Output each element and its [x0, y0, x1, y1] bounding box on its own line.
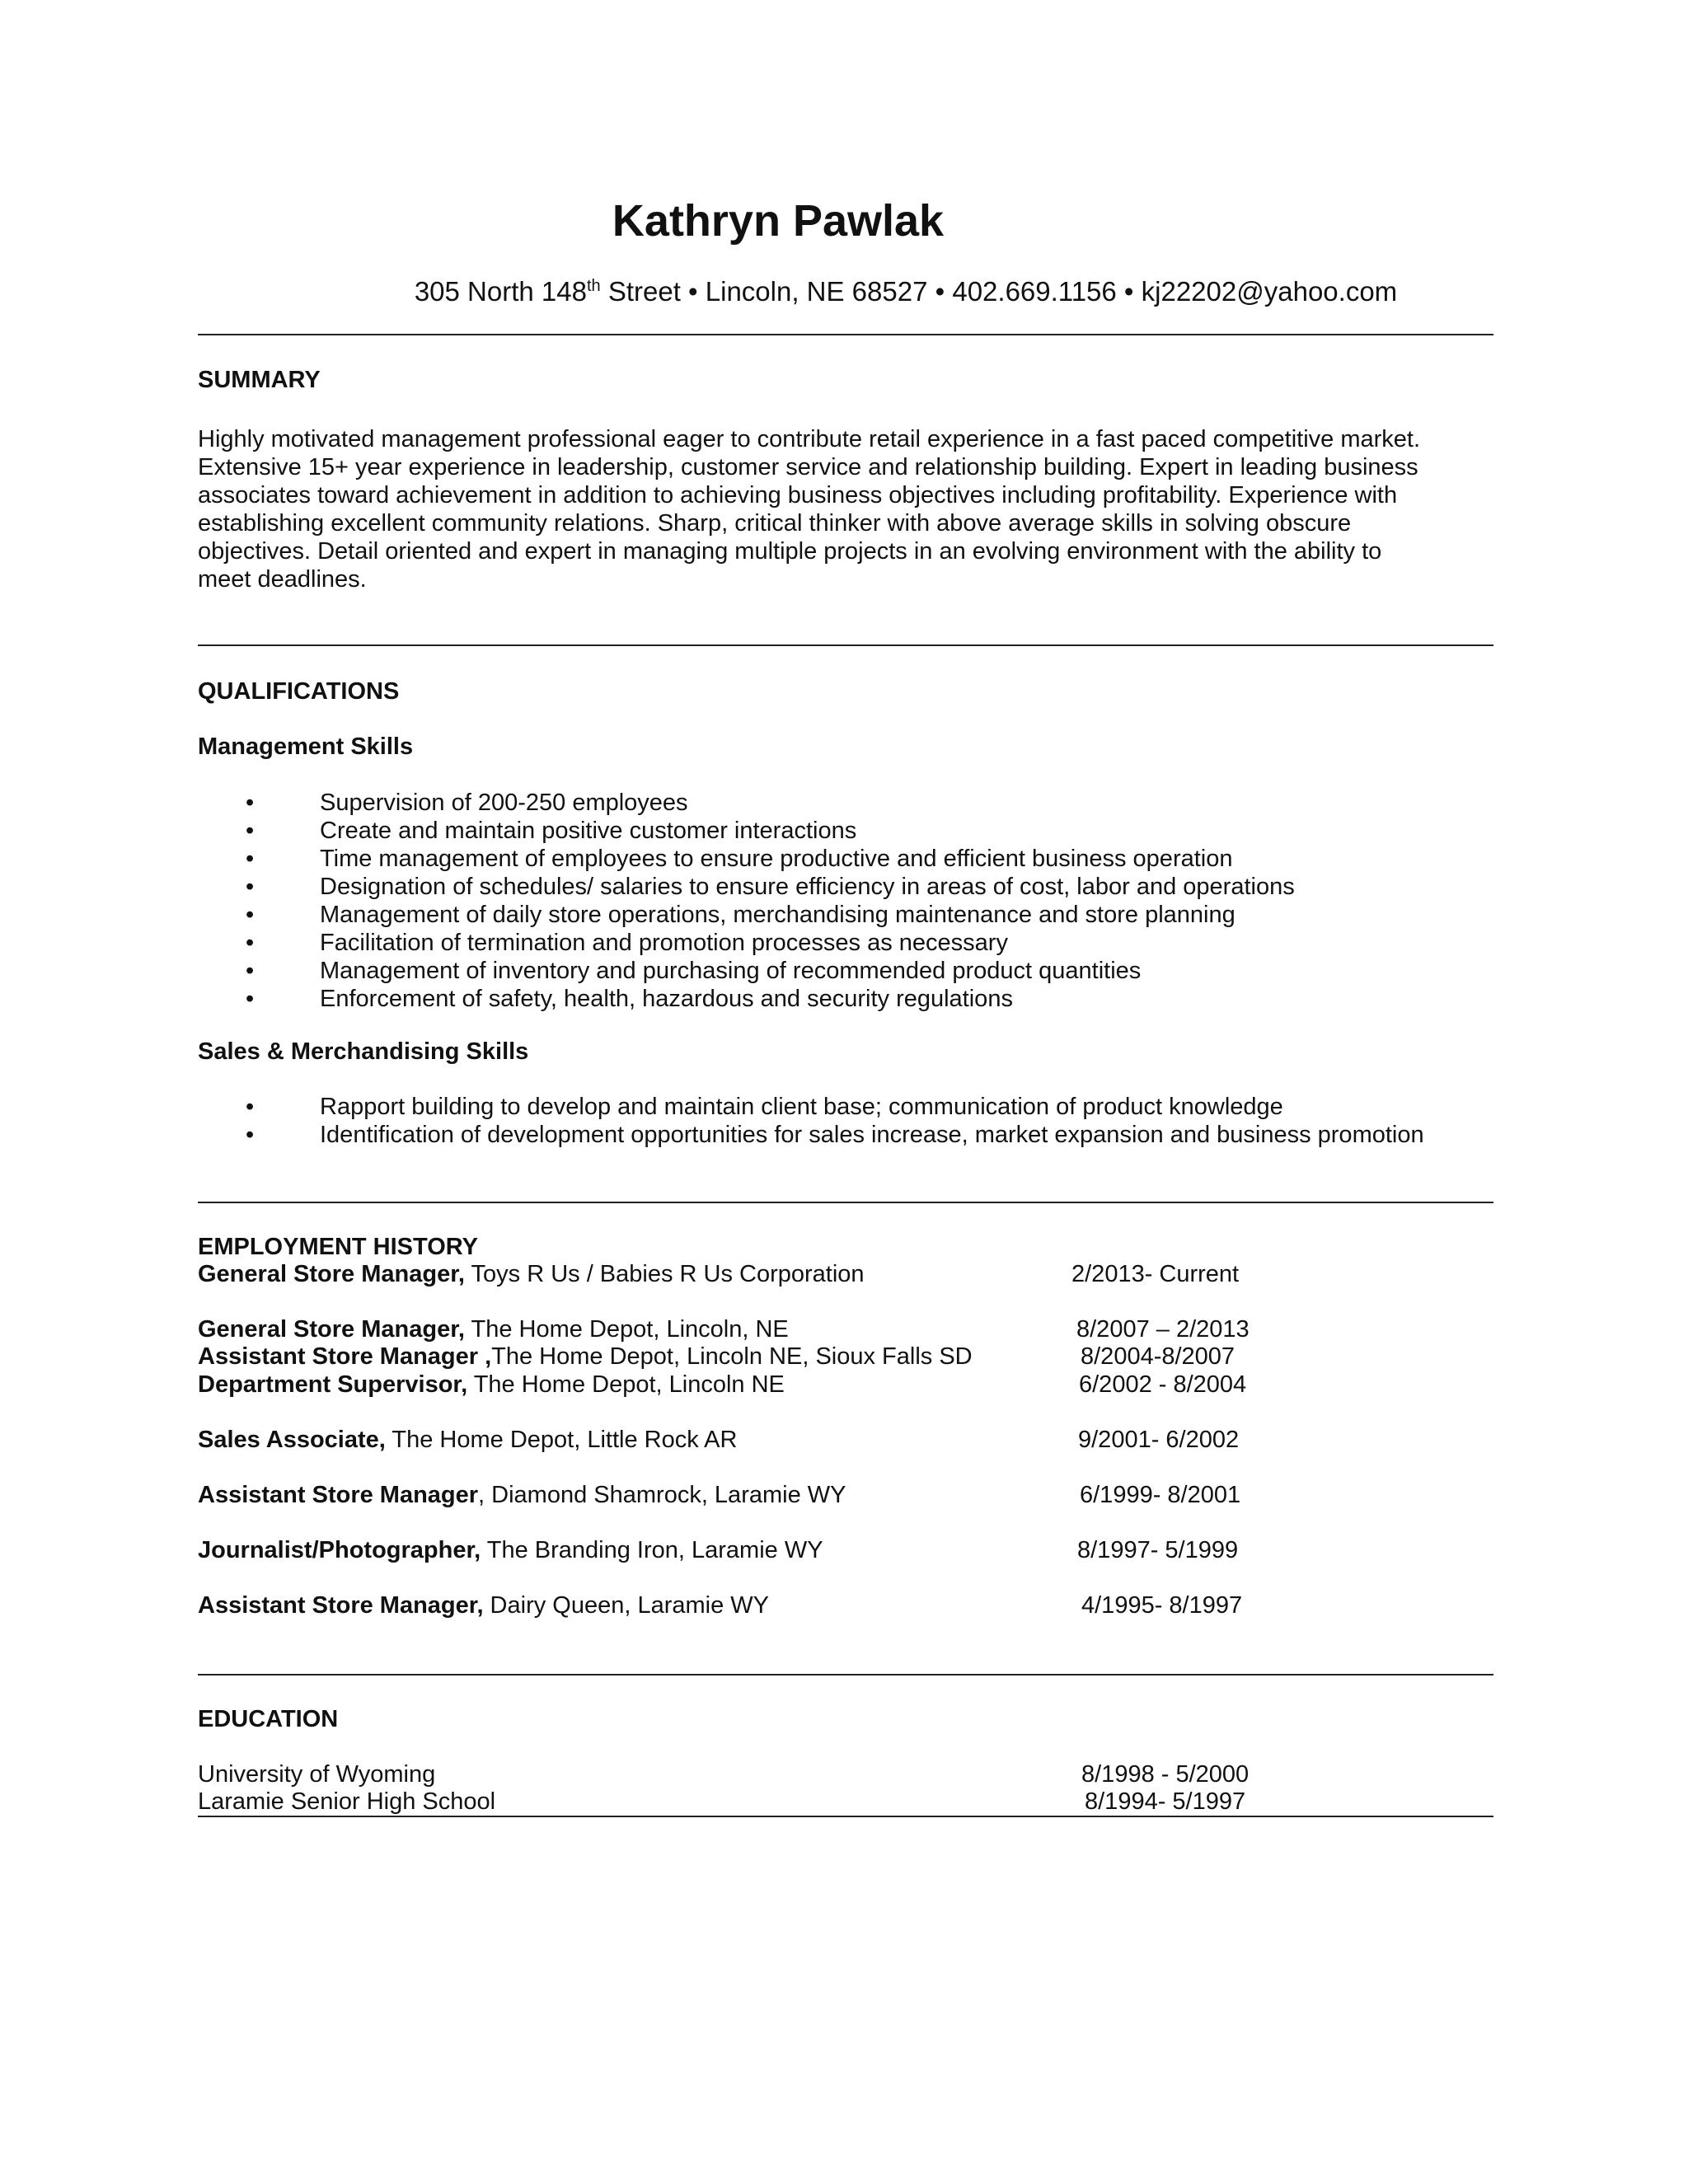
- job-employer: The Home Depot, Lincoln NE: [467, 1371, 785, 1398]
- job-title: Sales Associate,: [198, 1427, 386, 1453]
- candidate-name: Kathryn Pawlak: [612, 196, 945, 246]
- job-dates: 6/2002 - 8/2004: [1079, 1371, 1247, 1398]
- job-employer: , Diamond Shamrock, Laramie WY: [478, 1482, 846, 1508]
- contact-address-start: 305 North 148: [414, 276, 587, 307]
- job-entry: [198, 1426, 1500, 1454]
- list-item: • Create and maintain positive customer interactions: [198, 817, 1295, 845]
- school-name: Laramie Senior High School: [198, 1788, 496, 1815]
- job-dates: 4/1995- 8/1997: [1081, 1592, 1243, 1619]
- qualifications-heading: QUALIFICATIONS: [198, 678, 400, 705]
- list-item: • Rapport building to develop and maintain client base; communication of product knowledge: [198, 1093, 1424, 1121]
- job-employer: Dairy Queen, Laramie WY: [483, 1592, 770, 1619]
- job-dates: 9/2001- 6/2002: [1078, 1427, 1240, 1453]
- education-entry: [198, 1760, 1500, 1788]
- summary-text: Highly motivated management professional eager to contribute retail experience in a fast paced competitive market. Extensive 15+ year experience in leadership, customer service and relationship building. Expert in leading business associates toward achievement in addition to achieving business objectives including profitability. Experience with establishing excellent community relations. Sharp, critical thinker with above average skills in solving obscure objectives. Detail oriented and expert in managing multiple projects in an evolving environment with the ability to meet deadlines.: [198, 426, 1421, 593]
- job-title: General Store Manager,: [198, 1261, 465, 1287]
- contact-line: [0, 275, 1688, 308]
- list-item: • Enforcement of safety, health, hazardous and security regulations: [198, 985, 1295, 1013]
- school-name: University of Wyoming: [198, 1761, 436, 1788]
- job-dates: 8/1997- 5/1999: [1077, 1537, 1239, 1563]
- divider: [198, 644, 1493, 646]
- job-title: Journalist/Photographer,: [198, 1537, 481, 1563]
- list-item: • Management of inventory and purchasing of recommended product quantities: [198, 957, 1295, 985]
- divider: [198, 1202, 1493, 1203]
- divider: [198, 1674, 1493, 1675]
- job-dates: 6/1999- 8/2001: [1080, 1482, 1241, 1508]
- contact-address-rest: Street • Lincoln, NE 68527 • 402.669.1156 • kj22202@yahoo.com: [600, 276, 1398, 307]
- job-employer: The Branding Iron, Laramie WY: [481, 1537, 823, 1563]
- job-dates: 8/2004-8/2007: [1081, 1343, 1236, 1370]
- job-title: Assistant Store Manager,: [198, 1592, 484, 1619]
- sales-skills-title: Sales & Merchandising Skills: [198, 1038, 529, 1065]
- job-title: Department Supervisor,: [198, 1371, 468, 1398]
- job-title: Assistant Store Manager: [198, 1482, 479, 1508]
- job-entry: [198, 1315, 1500, 1343]
- job-entry: [198, 1371, 1500, 1399]
- job-entry: [198, 1591, 1500, 1619]
- job-entry: [198, 1343, 1500, 1371]
- job-employer: Toys R Us / Babies R Us Corporation: [464, 1261, 865, 1287]
- management-skills-title: Management Skills: [198, 733, 414, 760]
- education-heading: EDUCATION: [198, 1706, 339, 1732]
- list-item: • Facilitation of termination and promotion processes as necessary: [198, 929, 1295, 957]
- divider: [198, 334, 1493, 335]
- job-dates: 2/2013- Current: [1071, 1261, 1240, 1287]
- list-item: • Supervision of 200-250 employees: [198, 789, 1295, 817]
- list-item: • Management of daily store operations, merchandising maintenance and store planning: [198, 901, 1295, 929]
- job-dates: 8/2007 – 2/2013: [1076, 1316, 1250, 1343]
- job-title: Assistant Store Manager ,: [198, 1343, 492, 1370]
- education-dates: 8/1994- 5/1997: [1085, 1788, 1246, 1815]
- job-employer: The Home Depot, Lincoln, NE: [464, 1316, 789, 1343]
- list-item: • Identification of development opportunities for sales increase, market expansion and business promotion: [198, 1121, 1424, 1149]
- education-entry: [198, 1788, 1500, 1816]
- employment-heading: EMPLOYMENT HISTORY: [198, 1234, 478, 1260]
- sales-skills-list: [198, 1093, 1424, 1149]
- job-entry: [198, 1536, 1500, 1564]
- contact-address-ordinal: th: [586, 277, 601, 295]
- job-entry: [198, 1260, 1500, 1288]
- divider: [198, 1816, 1493, 1817]
- job-title: General Store Manager,: [198, 1316, 465, 1343]
- management-skills-list: [198, 789, 1295, 1013]
- job-employer: The Home Depot, Little Rock AR: [385, 1427, 738, 1453]
- list-item: • Time management of employees to ensure productive and efficient business operation: [198, 845, 1295, 873]
- list-item: • Designation of schedules/ salaries to ensure efficiency in areas of cost, labor and operations: [198, 873, 1295, 901]
- job-employer: The Home Depot, Lincoln NE, Sioux Falls SD: [491, 1343, 973, 1370]
- summary-heading: SUMMARY: [198, 367, 321, 393]
- job-entry: [198, 1481, 1500, 1509]
- education-dates: 8/1998 - 5/2000: [1081, 1761, 1250, 1788]
